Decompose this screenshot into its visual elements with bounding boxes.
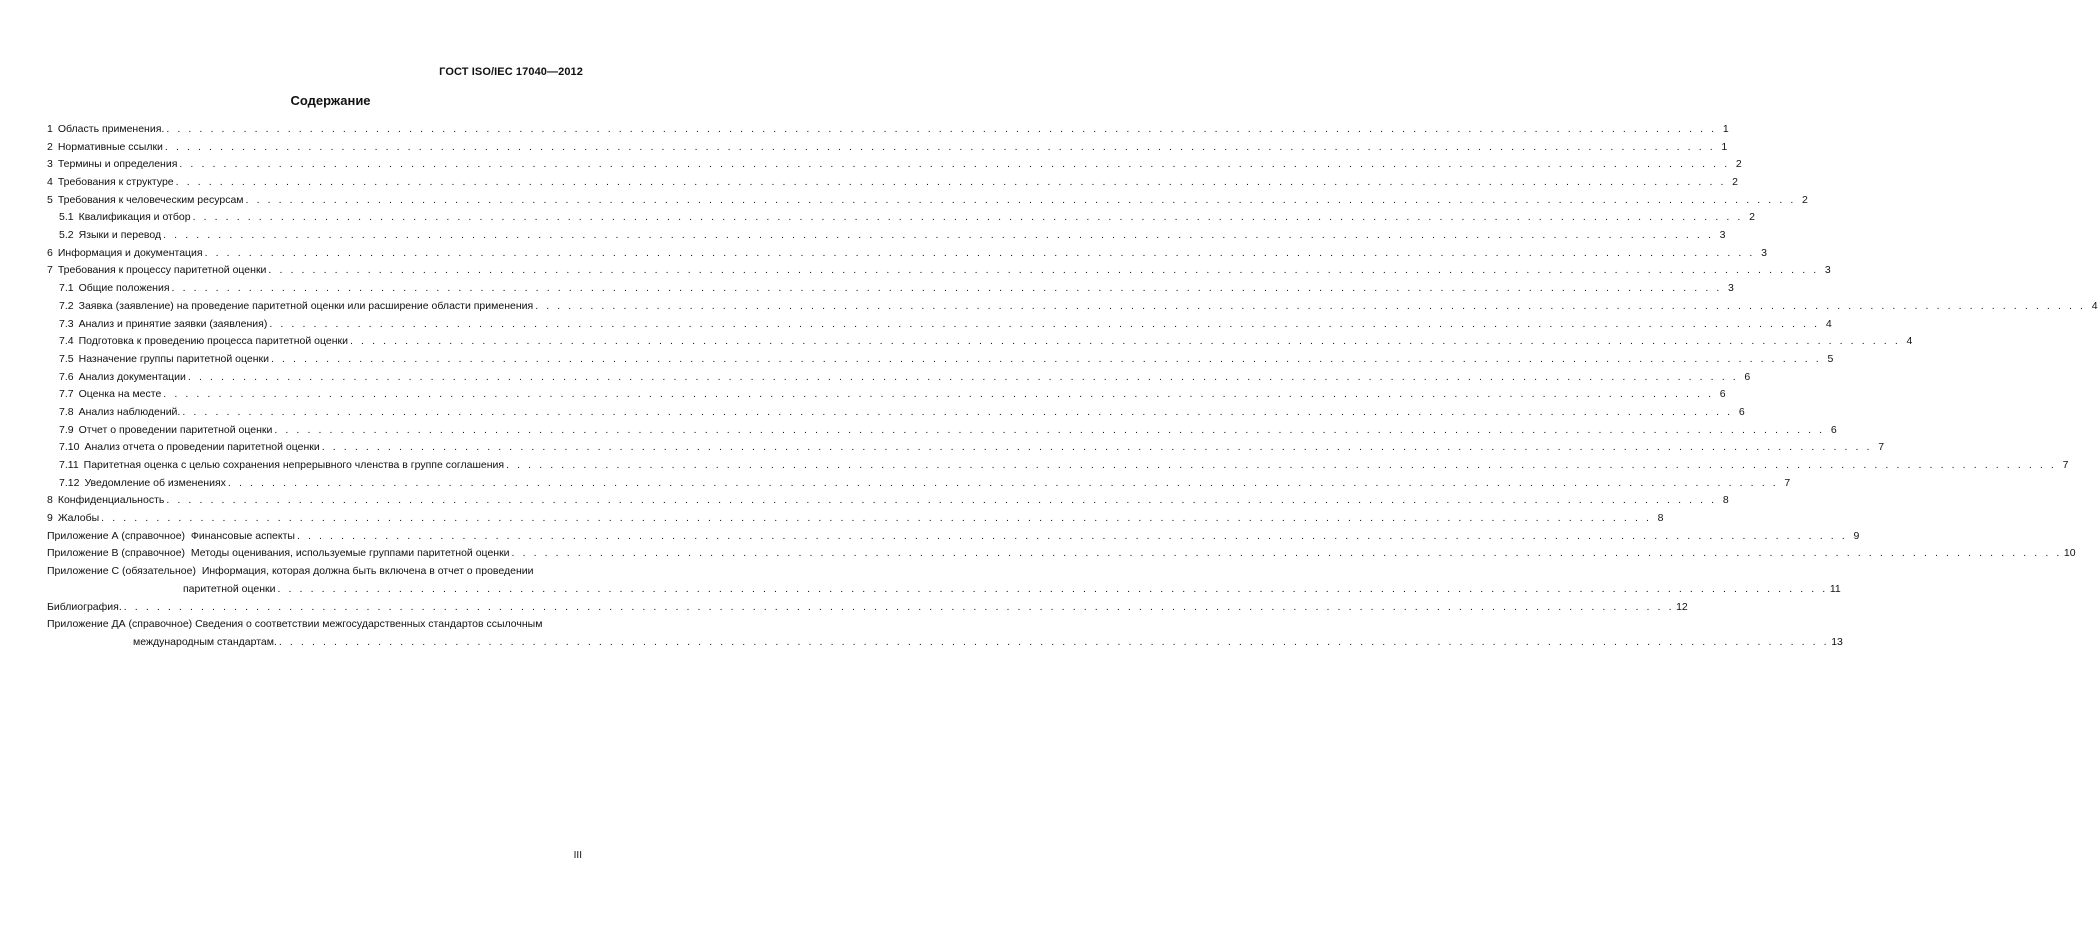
toc-entry-page: 4 xyxy=(1906,335,1913,348)
toc-entry-page: 3 xyxy=(1728,282,1734,295)
toc-entry-label: Библиография. xyxy=(47,600,122,613)
toc-entry-number: 7.6 xyxy=(59,370,74,383)
toc-entry[interactable] xyxy=(47,192,1808,210)
toc-entry-number: 7.9 xyxy=(59,423,74,436)
leader-dots xyxy=(512,545,2062,563)
toc-entry[interactable] xyxy=(47,386,1726,404)
toc-entry-label: Квалификация и отбор xyxy=(78,211,191,224)
toc-entry-number: 7.10 xyxy=(59,441,80,454)
toc-entry-page: 7 xyxy=(1784,476,1791,489)
leader-dots xyxy=(535,298,2085,316)
toc-entry-label: Анализ документации xyxy=(78,370,186,383)
toc-entry-page: 3 xyxy=(1824,264,1831,277)
leader-dots xyxy=(279,634,1829,652)
toc-entry-number: 7.1 xyxy=(59,282,74,295)
leader-dots xyxy=(179,156,1729,174)
toc-entry[interactable] xyxy=(47,369,1751,387)
toc-entry-label: Требования к структуре xyxy=(57,176,174,189)
toc-entry-number: 7.8 xyxy=(59,405,74,418)
toc-entry-page: 2 xyxy=(1802,193,1808,206)
toc-entry-page: 13 xyxy=(1831,635,1843,648)
leader-dots xyxy=(268,262,1818,280)
toc-entry[interactable] xyxy=(47,422,1837,440)
toc-entry-page: 3 xyxy=(1719,229,1726,242)
toc-entry-page: 9 xyxy=(1853,529,1860,542)
toc-entry-label: Языки и перевод xyxy=(78,229,162,242)
toc-entry[interactable] xyxy=(47,333,1913,351)
leader-dots xyxy=(297,528,1847,546)
toc-entry-label: Приложение С (обязательное) Информация, которая должна быть включена в отчет о проведении xyxy=(47,565,534,578)
toc-entry[interactable] xyxy=(47,280,1734,298)
toc-entry-number: 7.7 xyxy=(59,388,74,401)
toc-entry-number: 7.3 xyxy=(59,317,74,330)
toc-entry[interactable] xyxy=(47,156,1742,174)
leader-dots xyxy=(277,581,1827,599)
toc-entry-page: 1 xyxy=(1722,122,1729,135)
toc-entry[interactable] xyxy=(47,492,1729,510)
toc-entry-appendix[interactable] xyxy=(47,546,2076,564)
toc-entry-appendix[interactable] xyxy=(47,528,1860,546)
toc-entry-label: Термины и определения xyxy=(57,158,178,171)
leader-dots xyxy=(269,316,1819,334)
toc-entry[interactable] xyxy=(47,351,1834,369)
toc-entry[interactable] xyxy=(47,121,1729,139)
toc-entry[interactable] xyxy=(47,245,1767,263)
toc-entry-page: 5 xyxy=(1827,352,1834,365)
toc-entry[interactable] xyxy=(47,263,1831,281)
leader-dots xyxy=(246,192,1796,210)
leader-dots xyxy=(506,457,2056,475)
toc-entry[interactable] xyxy=(47,457,2069,475)
page-number: III xyxy=(573,850,582,861)
toc-entry-page: 7 xyxy=(1878,441,1885,454)
leader-dots xyxy=(322,439,1872,457)
leader-dots xyxy=(166,121,1716,139)
toc-entry-number: 7.12 xyxy=(59,476,80,489)
toc-entry-number: 7.2 xyxy=(59,299,74,312)
toc-entry-number: 3 xyxy=(47,158,53,171)
toc-entry-label: Уведомление об изменениях xyxy=(84,476,226,489)
standard-code: ГОСТ ISO/IEC 17040—2012 xyxy=(439,66,583,78)
toc-entry-page: 3 xyxy=(1761,246,1767,259)
toc-entry-label: Анализ наблюдений. xyxy=(78,405,181,418)
toc-entry-label: Приложение ДА (справочное) Сведения о соответствии межгосударственных стандартов ссылочным xyxy=(47,618,543,631)
leader-dots xyxy=(193,209,1743,227)
toc-entry[interactable] xyxy=(47,510,1664,528)
toc-entry-label: Анализ и принятие заявки (заявления) xyxy=(78,317,268,330)
leader-dots xyxy=(188,369,1738,387)
toc-entry-page: 4 xyxy=(2091,299,2098,312)
toc-entry-page: 6 xyxy=(1830,423,1837,436)
toc-entry-appendix[interactable] xyxy=(47,616,1843,651)
leader-dots xyxy=(205,245,1755,263)
toc-entry[interactable] xyxy=(47,174,1738,192)
toc-entry-page: 2 xyxy=(1732,176,1738,189)
toc-entry[interactable] xyxy=(47,209,1755,227)
toc-entry-label: Отчет о проведении паритетной оценки xyxy=(78,423,273,436)
toc-title: Содержание xyxy=(290,93,371,108)
toc-entry-label: Информация и документация xyxy=(57,246,203,259)
toc-entry-page: 10 xyxy=(2063,547,2076,560)
toc-entry-page: 1 xyxy=(1721,140,1728,153)
toc-entry-number: 5.2 xyxy=(59,229,74,242)
toc-entry-label: Жалобы xyxy=(57,512,100,525)
toc-entry-number: 7 xyxy=(47,264,53,277)
toc-entry-label: Паритетная оценка с целью сохранения непрерывного членства в группе соглашения xyxy=(83,459,505,472)
toc-entry-number: 5 xyxy=(47,193,53,206)
leader-dots xyxy=(176,174,1726,192)
toc-entry[interactable] xyxy=(47,439,1885,457)
toc-entry-number: 9 xyxy=(47,512,53,525)
toc-entry[interactable] xyxy=(47,404,1745,422)
toc-entry-label: Оценка на месте xyxy=(78,388,162,401)
toc-entry-label: Заявка (заявление) на проведение паритетной оценки или расширение области применения xyxy=(78,299,534,312)
toc-entry-appendix[interactable] xyxy=(47,563,1841,598)
toc-entry-page: 6 xyxy=(1719,388,1726,401)
leader-dots xyxy=(165,139,1715,157)
leader-dots xyxy=(271,351,1821,369)
toc-entry-bibliography[interactable] xyxy=(47,599,1688,617)
toc-entry-number: 7.11 xyxy=(59,459,79,472)
toc-entry[interactable] xyxy=(47,139,1728,157)
toc-entry-label: Приложение А (справочное) Финансовые аспекты xyxy=(47,529,295,542)
toc-entry-number: 4 xyxy=(47,176,53,189)
toc-entry-number: 2 xyxy=(47,140,53,153)
leader-dots xyxy=(228,475,1778,493)
toc-entry-page: 12 xyxy=(1676,600,1688,613)
toc-entry-page: 7 xyxy=(2062,459,2069,472)
toc-entry-page: 6 xyxy=(1744,370,1751,383)
toc-entry[interactable] xyxy=(47,475,1791,493)
toc-entry-page: 8 xyxy=(1657,512,1664,525)
toc-entry-label: Требования к человеческим ресурсам xyxy=(57,193,244,206)
leader-dots xyxy=(172,280,1722,298)
leader-dots xyxy=(182,404,1732,422)
leader-dots xyxy=(101,510,1651,528)
leader-dots xyxy=(166,492,1716,510)
toc-entry-page: 6 xyxy=(1738,405,1745,418)
toc-entry-number: 6 xyxy=(47,246,53,259)
toc-entry-label-cont: паритетной оценки xyxy=(183,582,276,595)
toc-entry-number: 7.4 xyxy=(59,335,74,348)
toc-entry[interactable] xyxy=(47,298,2098,316)
toc-entry-page: 2 xyxy=(1735,158,1742,171)
leader-dots xyxy=(163,386,1713,404)
leader-dots xyxy=(350,333,1900,351)
toc-entry-page: 11 xyxy=(1829,582,1841,595)
toc-entry-label-cont: международным стандартам. xyxy=(133,635,277,648)
toc-entry-number: 1 xyxy=(47,122,53,135)
toc-entry[interactable] xyxy=(47,316,1832,334)
toc-entry-label: Назначение группы паритетной оценки xyxy=(78,352,269,365)
toc-entry-label: Область применения. xyxy=(57,122,165,135)
toc-entry-page: 8 xyxy=(1722,494,1729,507)
toc-entry-page: 2 xyxy=(1749,211,1755,224)
toc-entry-label: Анализ отчета о проведении паритетной оценки xyxy=(84,441,320,454)
leader-dots xyxy=(163,227,1713,245)
toc-entry-label: Требования к процессу паритетной оценки xyxy=(57,264,267,277)
toc-entry-label: Общие положения xyxy=(78,282,170,295)
toc-entry-page: 4 xyxy=(1825,317,1832,330)
leader-dots xyxy=(124,599,1674,617)
toc-entry-number: 7.5 xyxy=(59,352,74,365)
toc-entry-label: Конфиденциальность xyxy=(57,494,165,507)
table-of-contents xyxy=(47,121,2098,652)
toc-entry-label: Нормативные ссылки xyxy=(57,140,163,153)
toc-entry[interactable] xyxy=(47,227,1726,245)
leader-dots xyxy=(274,422,1824,440)
toc-entry-number: 5.1 xyxy=(59,211,74,224)
toc-entry-label: Подготовка к проведению процесса паритетной оценки xyxy=(78,335,348,348)
toc-entry-number: 8 xyxy=(47,494,53,507)
toc-entry-label: Приложение В (справочное) Методы оценивания, используемые группами паритетной оценки xyxy=(47,547,510,560)
